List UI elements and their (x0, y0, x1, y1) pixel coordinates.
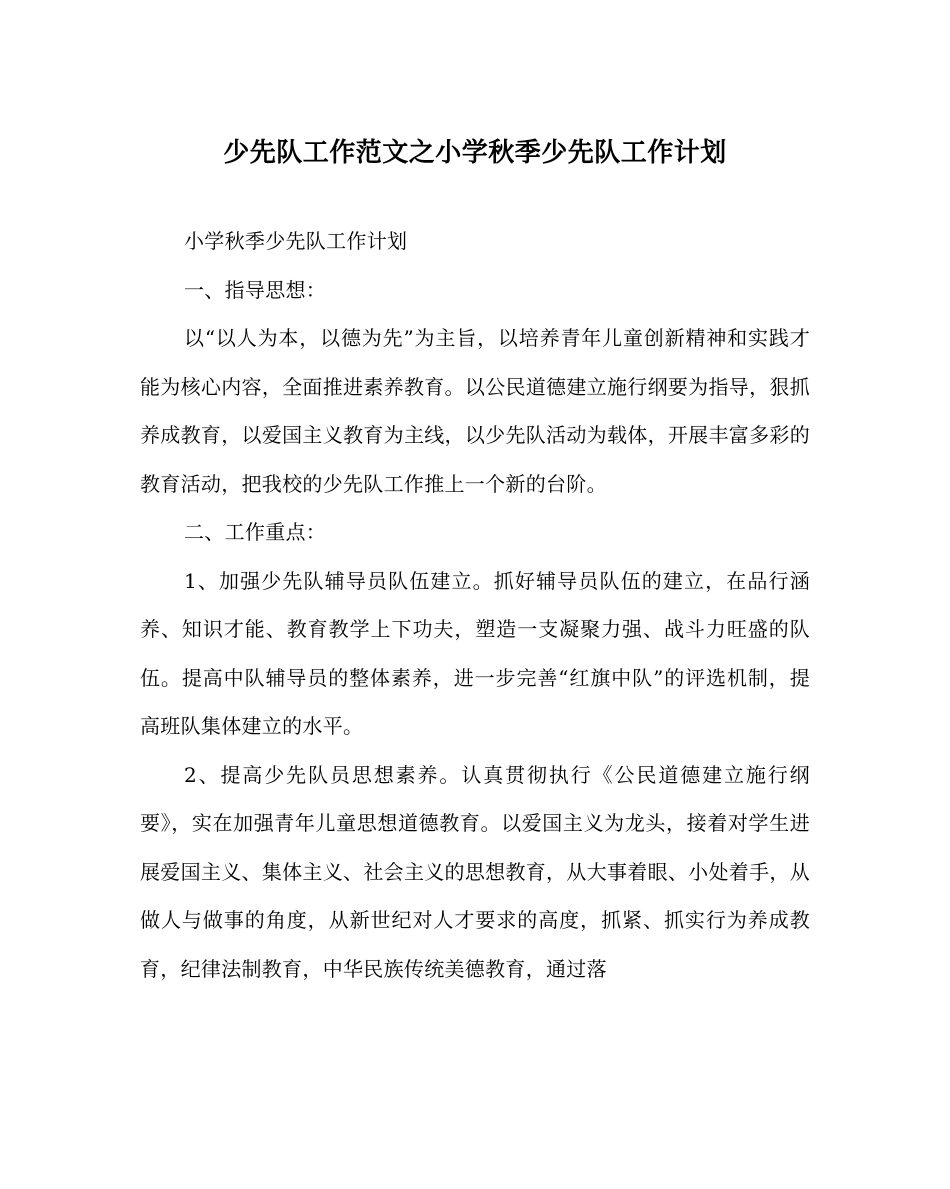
paragraph-subtitle: 小学秋季少先队工作计划 (184, 229, 408, 253)
document-title: 少先队工作范文之小学秋季少先队工作计划 (223, 138, 727, 168)
document-body (140, 217, 810, 993)
paragraph-section-heading-2: 二、工作重点： (184, 520, 327, 544)
paragraph-guiding-thought: 以“以人为本，以德为先”为主旨，以培养青年儿童创新精神和实践才能为核心内容，全面推进素养教育。以公民道德建立施行纲要为指导，狠抓养成教育，以爱国主义教育为主线，以少先队活动为载体，开展丰富多彩的教育活动，把我校的少先队工作推上一个新的台阶。 (140, 326, 810, 496)
paragraph-work-point-1: 1、加强少先队辅导员队伍建立。抓好辅导员队伍的建立，在品行涵养、知识才能、教育教学上下功夫，塑造一支凝聚力强、战斗力旺盛的队伍。提高中队辅导员的整体素养，进一步完善“红旗中队”的评选机制，提高班队集体建立的水平。 (140, 568, 810, 738)
paragraph-section-heading-1: 一、指导思想： (184, 277, 327, 302)
paragraph-work-point-2: 2、提高少先队员思想素养。认真贯彻执行《公民道德建立施行纲要》，实在加强青年儿童思想道德教育。以爱国主义为龙头，接着对学生进展爱国主义、集体主义、社会主义的思想教育，从大事着眼、小处着手，从做人与做事的角度，从新世纪对人才要求的高度，抓紧、抓实行为养成教育，纪律法制教育，中华民族传统美德教育，通过落 (140, 762, 810, 981)
